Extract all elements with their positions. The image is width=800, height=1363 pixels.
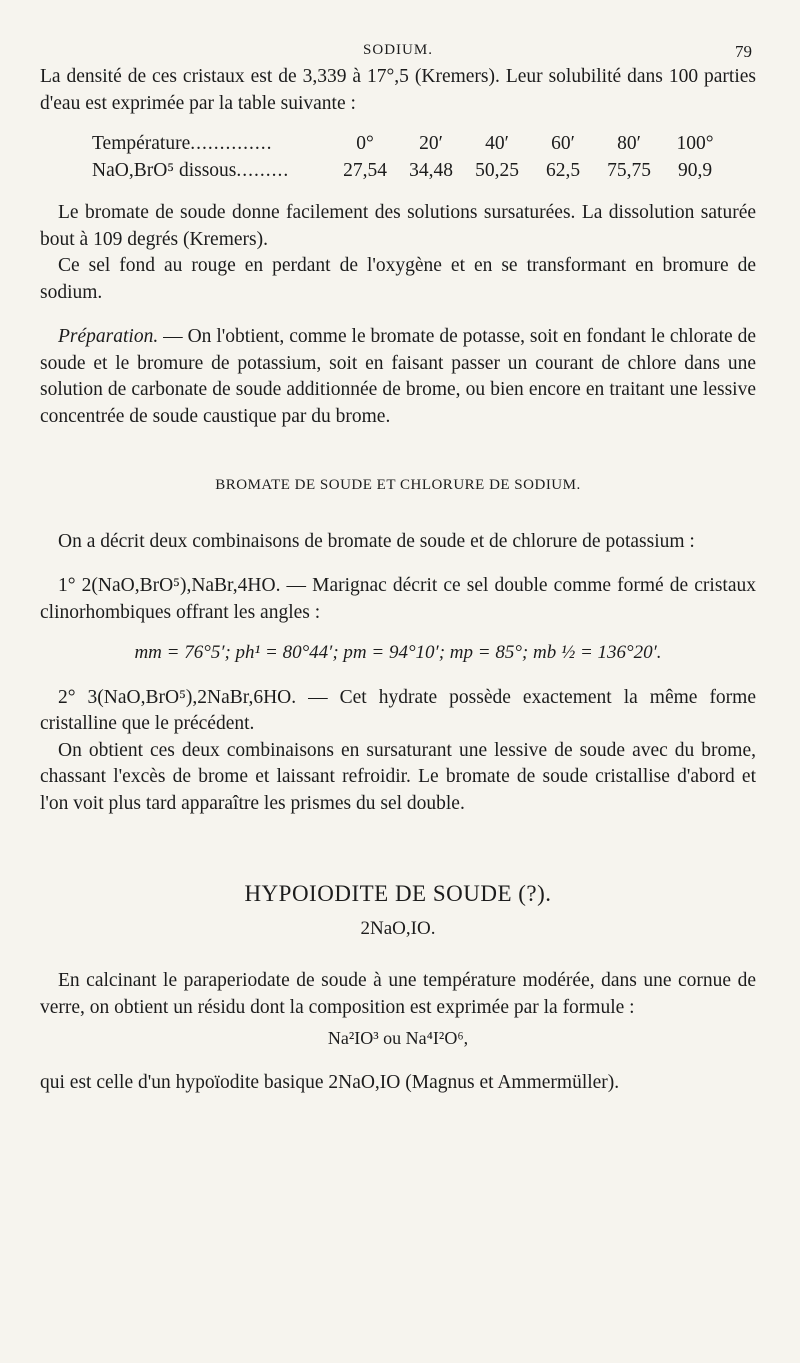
- table-row: [92, 131, 728, 158]
- page-number: 79: [735, 42, 752, 61]
- paragraph-conclusion: qui est celle d'un hypoïodite basique 2NaO,IO (Magnus et Ammermüller).: [40, 1071, 620, 1093]
- paragraph-calcination: En calcinant le paraperiodate de soude à une température modérée, dans une cornue de verre, on obtient un résidu dont la composition est exprimée par la formule :: [40, 970, 756, 1018]
- leader-dots: .........: [236, 159, 290, 181]
- crystal-angles: mm = 76°5′; ph¹ = 80°44′; pm = 94°10′; mp = 85°; mb ½ = 136°20′.: [134, 642, 662, 663]
- formula-line: Na²IO³ ou Na⁴I²O⁶,: [327, 1028, 469, 1048]
- document-page: [40, 38, 756, 1096]
- table-cell: 75,75: [607, 159, 651, 181]
- table-cell: 20′: [419, 133, 443, 154]
- title-formula: 2NaO,IO.: [360, 917, 436, 939]
- preparation-text: — On l'obtient, comme le bromate de potasse, soit en fondant le chlorate de soude et le bromure de potassium, soit en faisant passer un courant de chlore dans une solution de carbonate de soude additionnée de brome, ou bien encore en traitant une lessive concentrée de soude caustique par du brome.: [40, 326, 756, 427]
- table-cell: 0°: [356, 133, 374, 154]
- section-title: HYPOIODITE DE SOUDE (?).: [244, 881, 552, 906]
- row-label: NaO,BrO⁵ dissous: [92, 159, 237, 181]
- table-cell: 40′: [485, 133, 509, 154]
- table-cell: 100°: [676, 133, 714, 154]
- row-label: Température: [92, 133, 191, 154]
- table-row: [92, 158, 728, 185]
- paragraph-fusion: Ce sel fond au rouge en perdant de l'oxygène et en se transformant en bromure de sodium.: [40, 255, 756, 303]
- paragraph-combinations: On a décrit deux combinaisons de bromate de soude et de chlorure de potassium :: [58, 530, 695, 552]
- section-subheading: BROMATE DE SOUDE ET CHLORURE DE SODIUM.: [215, 477, 581, 493]
- table-cell: 60′: [551, 133, 575, 154]
- leader-dots: ..............: [190, 133, 273, 154]
- table-cell: 90,9: [677, 159, 713, 181]
- paragraph-density: La densité de ces cristaux est de 3,339 à 17°,5 (Kremers). Leur solubilité dans 100 parties d'eau est exprimée par la table suivante :: [40, 66, 756, 114]
- paragraph-preparation: [40, 324, 756, 430]
- table-cell: 50,25: [475, 159, 519, 181]
- table-cell: 27,54: [343, 159, 387, 181]
- table-cell: 34,48: [409, 159, 453, 181]
- paragraph-first-salt: 1° 2(NaO,BrO⁵),NaBr,4HO. — Marignac décrit ce sel double comme formé de cristaux clinorhombiques offrant les angles :: [40, 575, 756, 623]
- preparation-label: Préparation.: [58, 326, 159, 347]
- table-cell: 80′: [617, 133, 641, 154]
- running-head: SODIUM.: [363, 42, 433, 58]
- paragraph-supersaturation: Le bromate de soude donne facilement des solutions sursaturées. La dissolution saturée bout à 109 degrés (Kremers).: [40, 202, 756, 250]
- paragraph-second-salt: 2° 3(NaO,BrO⁵),2NaBr,6HO. — Cet hydrate possède exactement la même forme cristalline que le précédent.: [40, 686, 756, 734]
- table-cell: 62,5: [545, 159, 581, 181]
- paragraph-method: On obtient ces deux combinaisons en sursaturant une lessive de soude avec du brome, chassant l'excès de brome et laissant refroidir. Le bromate de soude cristallise d'abord et l'on voit plus tard apparaître les prismes du sel double.: [40, 739, 756, 814]
- page-header: [40, 38, 756, 64]
- solubility-table: [92, 131, 728, 184]
